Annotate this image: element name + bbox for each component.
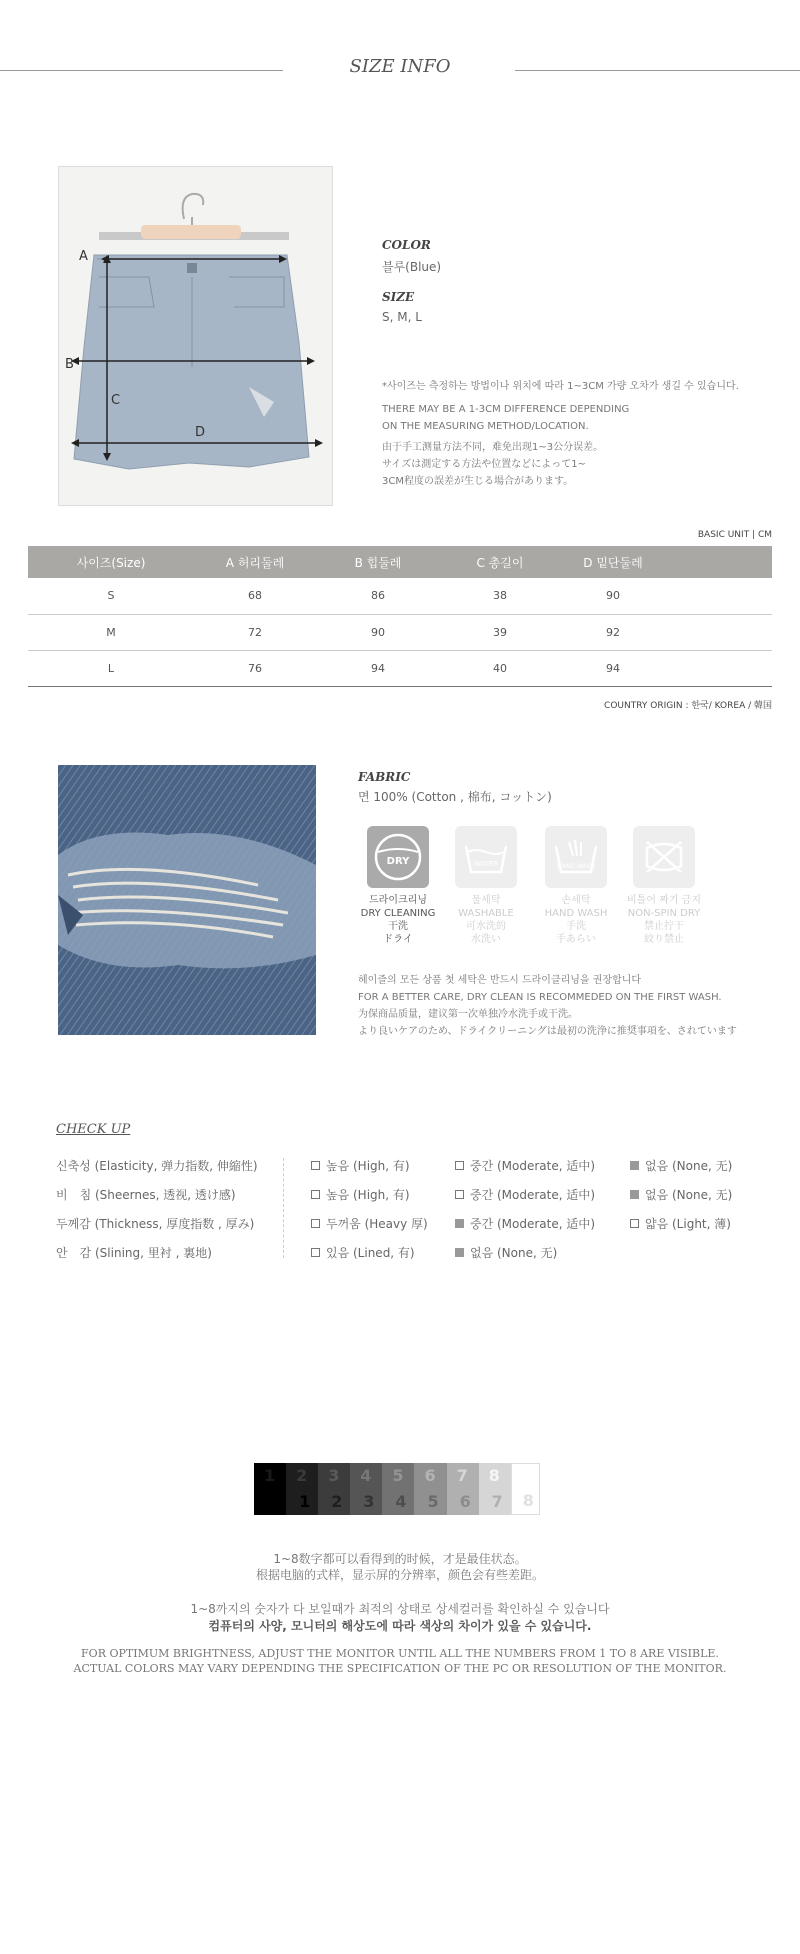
table-row: [28, 614, 772, 650]
checkbox-checked-icon: [630, 1161, 639, 1170]
gradient-cell: [382, 1463, 414, 1515]
dry-clean-text: [358, 894, 438, 946]
checkbox-icon: [311, 1248, 320, 1257]
gradient-cell: [414, 1463, 446, 1515]
check-option: [311, 1186, 410, 1203]
check-option-label: 없음 (None, 无): [645, 1188, 733, 1202]
gradient-number: 5: [427, 1492, 439, 1511]
letter-d: D: [195, 425, 206, 440]
gradient-cell: [350, 1463, 382, 1515]
table-cell: 76: [194, 650, 316, 686]
table-cell: 68: [194, 578, 316, 614]
table-cell: 86: [316, 578, 440, 614]
gradient-number: 3: [363, 1492, 375, 1511]
gradient-cell: [318, 1463, 350, 1515]
fabric-closeup-image: [58, 765, 316, 1035]
care-line: 禁止拧干: [644, 921, 684, 932]
table-cell: M: [28, 614, 194, 650]
check-option: [630, 1186, 732, 1203]
size-table-header: [28, 546, 772, 578]
color-value: 블루(Blue): [382, 260, 442, 274]
size-table: [28, 546, 772, 687]
check-option: [311, 1157, 410, 1174]
table-cell-blank: [666, 614, 772, 650]
measure-note: [382, 378, 782, 490]
page-title: SIZE INFO: [349, 56, 451, 77]
care-line: HAND WASH: [544, 908, 608, 919]
dry-clean-icon: [367, 826, 429, 888]
hand-wash-text: [536, 894, 616, 946]
care-line: 可水洗的: [466, 921, 506, 932]
check-option-label: 없음 (None, 无): [645, 1159, 733, 1173]
letter-b: B: [65, 357, 74, 372]
checkbox-icon: [311, 1161, 320, 1170]
check-option: [311, 1215, 428, 1232]
table-cell: 40: [440, 650, 560, 686]
checkbox-icon: [311, 1219, 320, 1228]
table-cell: 94: [316, 650, 440, 686]
check-option: [455, 1186, 595, 1203]
table-row: [28, 650, 772, 686]
check-row-elasticity: [56, 1157, 756, 1177]
fabric-label: FABRIC: [358, 770, 411, 784]
care-note-ko: 헤이즐의 모든 상품 첫 세탁은 반드시 드라이클리닝을 권장합니다: [358, 975, 642, 986]
measure-note-zh: 由于手工测量方法不同，难免出现1~3公分误差。: [382, 442, 604, 453]
monitor-note-zh2: 根据电脑的式样，显示屏的分辨率，颜色会有些差距。: [255, 1568, 544, 1582]
check-option-label: 중간 (Moderate, 适中): [470, 1159, 596, 1173]
check-option: [630, 1157, 732, 1174]
monitor-note-ko2: 컴퓨터의 사양, 모니터의 해상도에 따라 색상의 차이가 있을 수 있습니다.: [208, 1619, 592, 1633]
color-label: COLOR: [382, 238, 431, 252]
header-hip: B 힙둘레: [316, 546, 440, 578]
skirt-diagram: [59, 167, 334, 507]
check-option-label: 높음 (High, 有): [326, 1188, 410, 1202]
hand-icon-label: HAND WASH: [557, 863, 595, 870]
gradient-cell: [479, 1463, 511, 1515]
gradient-cell: [286, 1463, 318, 1515]
measure-note-jp2: 3CM程度の誤差が生じる場合があります。: [382, 476, 574, 487]
measure-note-en1: THERE MAY BE A 1-3CM DIFFERENCE DEPENDING: [382, 404, 630, 415]
header-hem: D 밑단둘레: [560, 546, 666, 578]
no-wring-icon: [633, 826, 695, 888]
care-line: 手あらい: [556, 934, 596, 945]
gradient-cell: [511, 1463, 540, 1515]
check-row-label: 비 침 (Sheernes, 透视, 透け感): [56, 1188, 236, 1202]
table-cell: 92: [560, 614, 666, 650]
checkbox-icon: [311, 1190, 320, 1199]
gradient-number: 8: [488, 1466, 500, 1485]
gradient-number: 4: [395, 1492, 407, 1511]
care-no-wring: [624, 826, 704, 946]
care-line: 손세탁: [561, 895, 591, 906]
monitor-note-ko1: 1~8까지의 숫자가 다 보일때가 최적의 상태로 상세컬러를 확인하실 수 있습니다: [190, 1602, 610, 1616]
check-row-thickness: [56, 1215, 756, 1235]
header-waist: A 허리둘레: [194, 546, 316, 578]
check-row-label: 안 감 (Slining, 里衬 , 裏地): [56, 1246, 212, 1260]
size-spec: [382, 290, 422, 324]
care-line: 물세탁: [471, 895, 501, 906]
care-line: 絞り禁止: [644, 934, 684, 945]
checkbox-icon: [455, 1190, 464, 1199]
checkbox-checked-icon: [630, 1190, 639, 1199]
check-option: [311, 1244, 415, 1261]
letter-c: C: [111, 393, 121, 408]
care-note-zh: 为保商品质量，建议第一次单独冷水洗手或干洗。: [358, 1009, 578, 1020]
check-option: [455, 1157, 595, 1174]
care-line: NON-SPIN DRY: [627, 908, 701, 919]
check-option: [455, 1244, 557, 1261]
no-wring-text: [624, 894, 704, 946]
care-line: 手洗: [566, 921, 586, 932]
check-option-label: 높음 (High, 有): [326, 1159, 410, 1173]
care-note-en: FOR A BETTER CARE, DRY CLEAN IS RECOMMEDED ON THE FIRST WASH.: [358, 992, 722, 1003]
check-option-label: 있음 (Lined, 有): [326, 1246, 415, 1260]
gradient-number: 4: [360, 1466, 372, 1485]
check-option-label: 없음 (None, 无): [470, 1246, 558, 1260]
measure-note-jp1: サイズは測定する方法や位置などによって1~: [382, 459, 586, 470]
table-cell: L: [28, 650, 194, 686]
gradient-number: 1: [299, 1492, 311, 1511]
table-cell: 90: [316, 614, 440, 650]
size-label: SIZE: [382, 290, 415, 304]
check-up-title: CHECK UP: [56, 1122, 131, 1137]
checkbox-icon: [630, 1219, 639, 1228]
care-water-wash: [446, 826, 526, 946]
header-length: C 총길이: [440, 546, 560, 578]
check-option-label: 중간 (Moderate, 适中): [470, 1217, 596, 1231]
gradient-number: 7: [491, 1492, 503, 1511]
table-cell: 38: [440, 578, 560, 614]
letter-a: A: [79, 249, 88, 264]
table-cell: 90: [560, 578, 666, 614]
checkbox-icon: [455, 1161, 464, 1170]
gradient-number: 1: [264, 1466, 276, 1485]
care-note-jp: より良いケアのため、ドライクリーニングは最初の洗浄に推奨事項を、されています: [358, 1026, 737, 1037]
monitor-note-en1: FOR OPTIMUM BRIGHTNESS, ADJUST THE MONITOR UNTIL ALL THE NUMBERS FROM 1 TO 8 ARE VISIBLE.: [81, 1647, 719, 1660]
checkbox-checked-icon: [455, 1248, 464, 1257]
size-value: S, M, L: [382, 310, 422, 324]
table-cell: 39: [440, 614, 560, 650]
check-option-label: 두꺼움 (Heavy 厚): [326, 1217, 428, 1231]
table-cell: 94: [560, 650, 666, 686]
gradient-number: 6: [424, 1466, 436, 1485]
check-row-sheerness: [56, 1186, 756, 1206]
care-line: 干洗: [388, 921, 408, 932]
checkbox-checked-icon: [455, 1219, 464, 1228]
water-wash-icon: [455, 826, 517, 888]
check-option-label: 중간 (Moderate, 适中): [470, 1188, 596, 1202]
gradient-number: 2: [331, 1492, 343, 1511]
gradient-number: 7: [456, 1466, 468, 1485]
product-image: [58, 166, 333, 506]
care-line: 드라이크리닝: [369, 895, 427, 906]
care-line: 水洗い: [471, 934, 501, 945]
header-size: 사이즈(Size): [28, 546, 194, 578]
water-icon-label: WATER: [473, 860, 499, 868]
check-row-label: 두께감 (Thickness, 厚度指数 , 厚み): [56, 1217, 255, 1231]
monitor-note-en2: ACTUAL COLORS MAY VARY DEPENDING THE SPECIFICATION OF THE PC OR RESOLUTION OF THE MONITOR.: [73, 1662, 727, 1675]
gradient-number: 3: [328, 1466, 340, 1485]
check-option-label: 얇음 (Light, 薄): [645, 1217, 731, 1231]
measure-note-en2: ON THE MEASURING METHOD/LOCATION.: [382, 421, 589, 432]
color-spec: [382, 238, 441, 275]
monitor-gradient-strip: [254, 1463, 540, 1515]
table-row: [28, 578, 772, 614]
gradient-number: 2: [296, 1466, 308, 1485]
check-option: [455, 1215, 595, 1232]
gradient-cell: [447, 1463, 479, 1515]
care-line: ドライ: [383, 934, 413, 945]
gradient-cell: [254, 1463, 286, 1515]
care-line: WASHABLE: [458, 908, 514, 919]
water-wash-text: [446, 894, 526, 946]
table-cell-blank: [666, 650, 772, 686]
dry-icon-label: DRY: [386, 856, 410, 867]
hand-wash-icon: [545, 826, 607, 888]
gradient-number: 5: [392, 1466, 404, 1485]
table-cell: S: [28, 578, 194, 614]
country-origin: COUNTRY ORIGIN : 한국/ KOREA / 韓国: [604, 701, 772, 711]
check-row-lining: [56, 1244, 756, 1264]
basic-unit: BASIC UNIT | CM: [697, 530, 772, 540]
table-cell-blank: [666, 578, 772, 614]
care-hand-wash: [536, 826, 616, 946]
measure-note-ko: *사이즈는 측정하는 방법이나 위치에 따라 1~3CM 가량 오차가 생길 수 있습니다.: [382, 381, 739, 392]
check-row-label: 신축성 (Elasticity, 弹力指数, 伸縮性): [56, 1159, 258, 1173]
header-blank: [666, 546, 772, 578]
care-note: [358, 972, 788, 1040]
care-dry-clean: [358, 826, 438, 946]
gradient-number: 8: [522, 1491, 534, 1510]
monitor-note-zh1: 1~8数字都可以看得到的时候，才是最佳状态。: [273, 1552, 527, 1566]
table-cell: 72: [194, 614, 316, 650]
care-line: 비틀어 짜기 금지: [627, 895, 701, 906]
check-option: [630, 1215, 731, 1232]
care-line: DRY CLEANING: [360, 908, 436, 919]
fabric-value: 면 100% (Cotton , 棉布, コットン): [358, 790, 552, 804]
gradient-number: 6: [459, 1492, 471, 1511]
